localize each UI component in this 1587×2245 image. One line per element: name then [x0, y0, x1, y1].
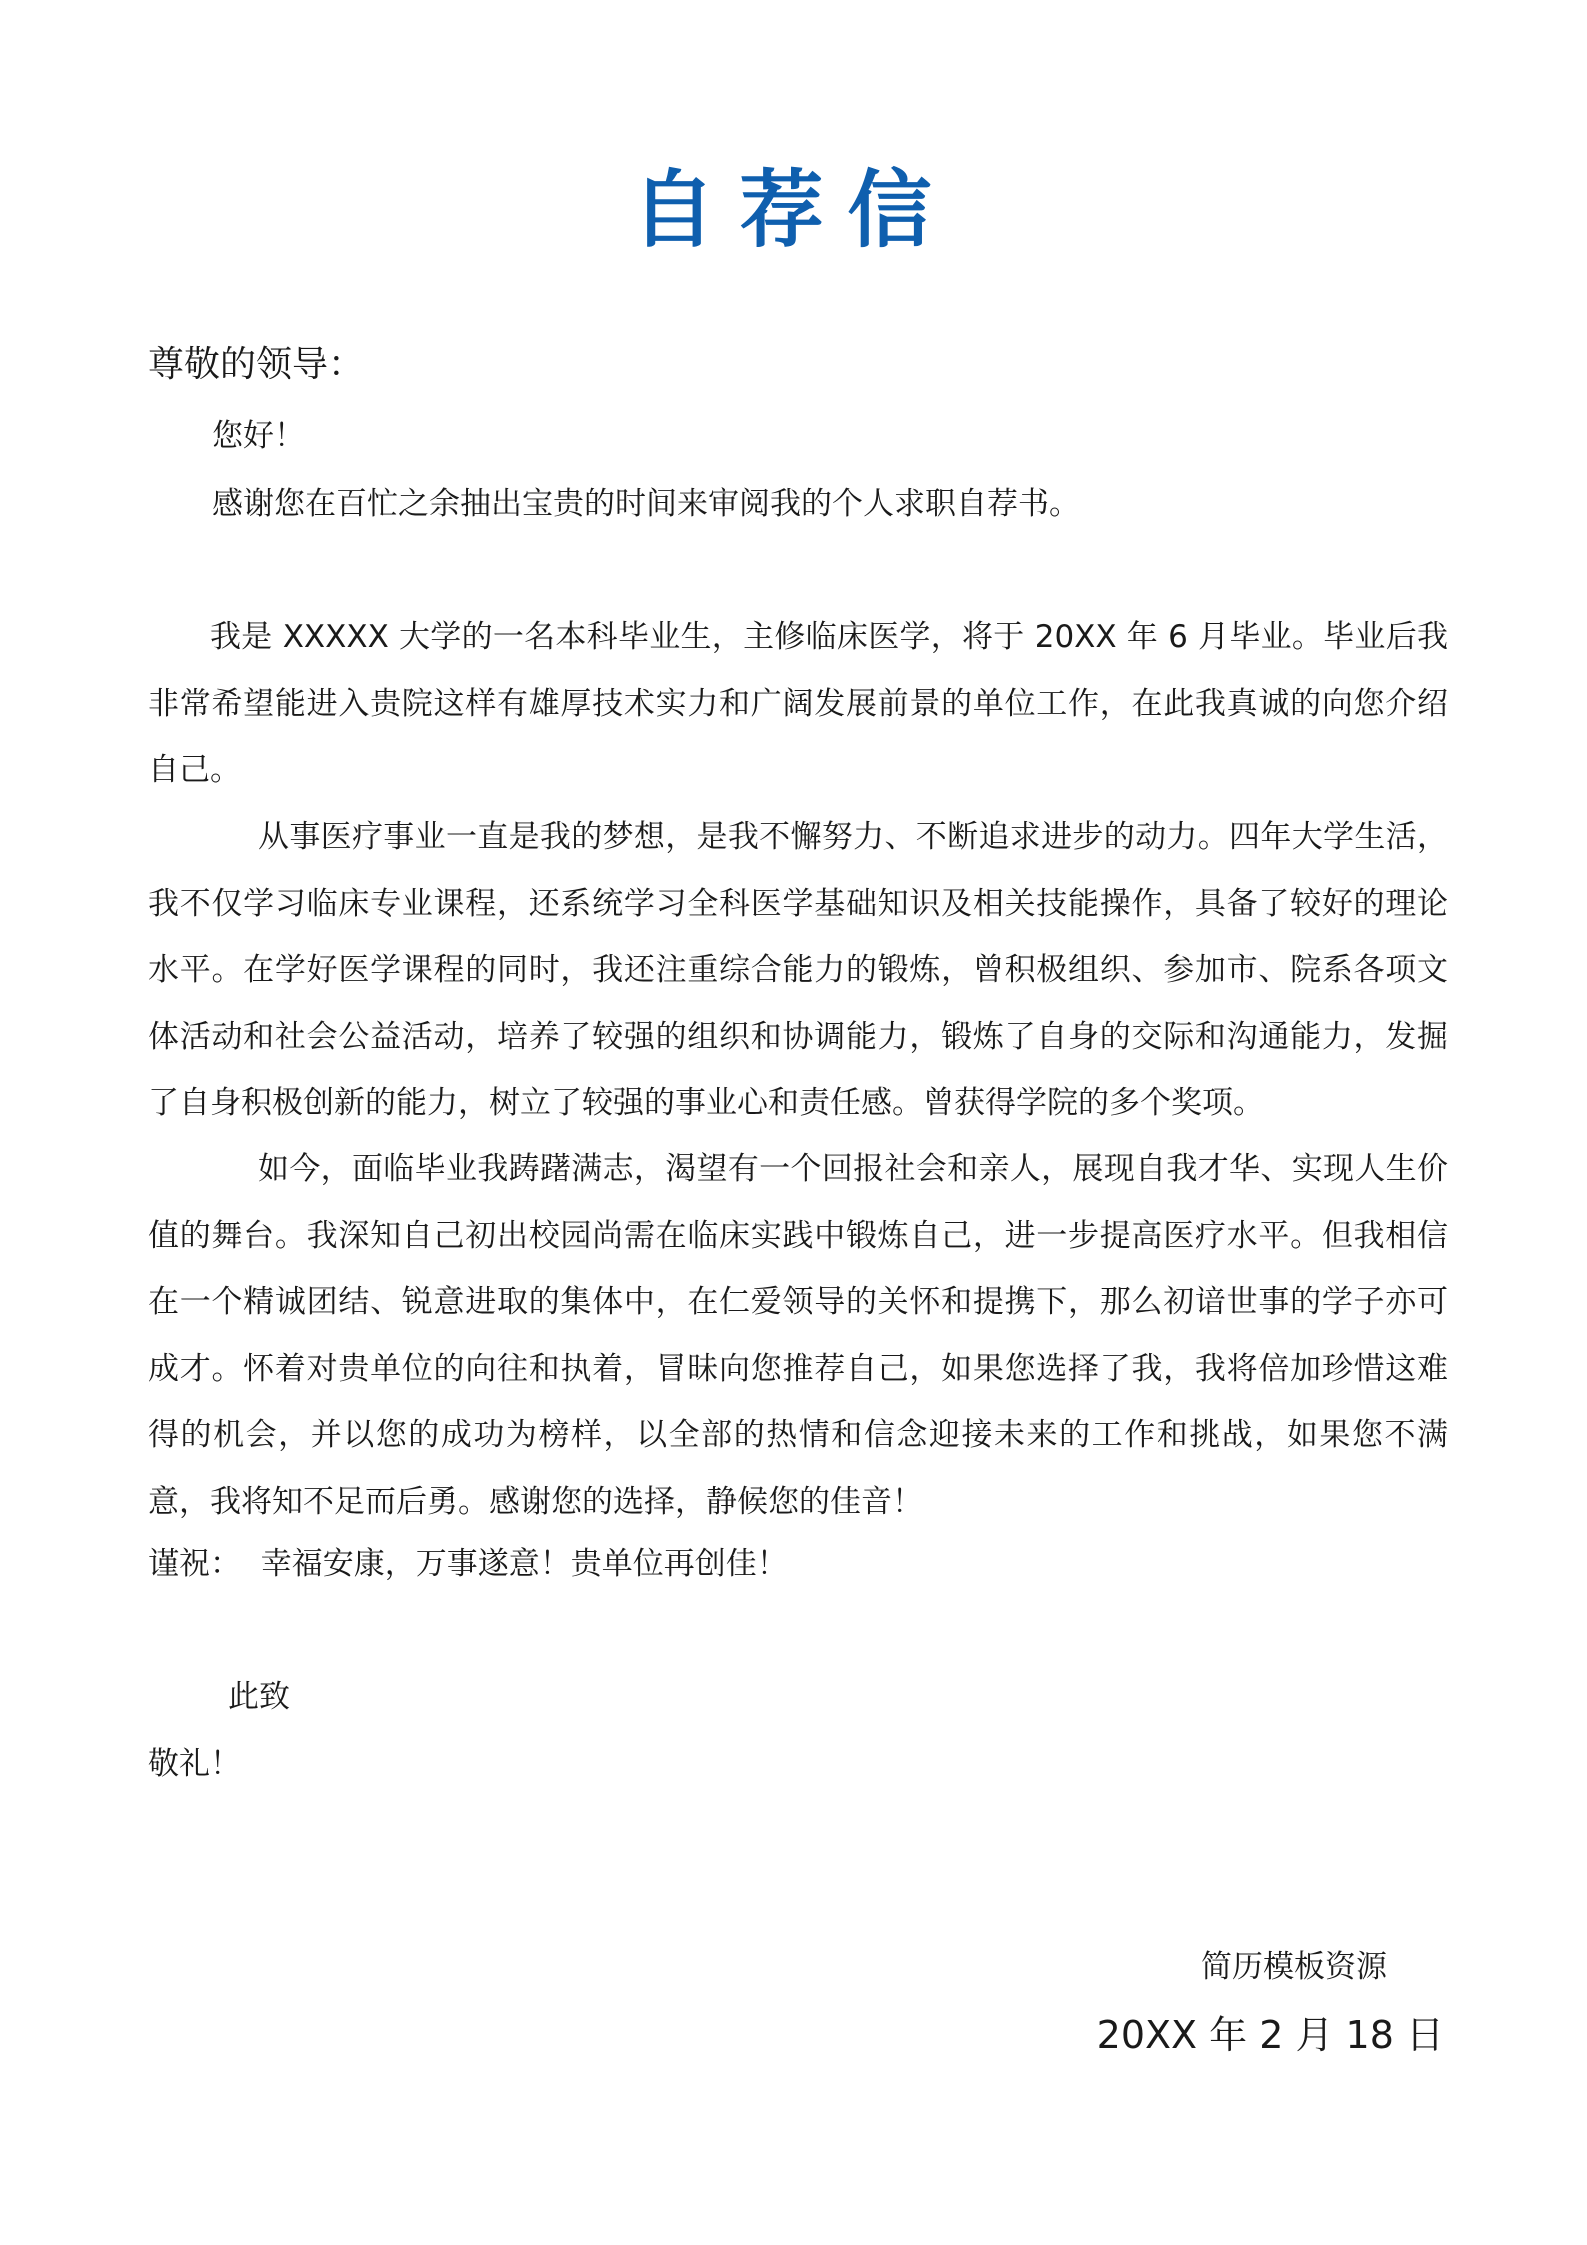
signature: 简历模板资源 [1201, 1949, 1387, 1985]
paragraph-intro: 我是 XXXXX 大学的一名本科毕业生，主修临床医学，将于 20XX 年 6 月毕业。毕业后我非常希望能进入贵院这样有雄厚技术实力和广阔发展前景的单位工作，在此我真诚的向您介绍自己。 [148, 619, 1448, 788]
greeting: 您好！ [212, 418, 305, 454]
closing-cizhi: 此致 [228, 1679, 290, 1715]
letter-date: 20XX 年 2 月 18 日 [1096, 2013, 1444, 2057]
paragraph-aspiration: 如今，面临毕业我踌躇满志，渴望有一个回报社会和亲人，展现自我才华、实现人生价值的舞台。我深知自己初出校园尚需在临床实践中锻炼自己，进一步提高医疗水平。但我相信在一个精诚团结、锐意进取的集体中，在仁爱领导的关怀和提携下，那么初谙世事的学子亦可成才。怀着对贵单位的向往和执着，冒昧向您推荐自己，如果您选择了我，我将倍加珍惜这难得的机会，并以您的成功为榜样，以全部的热情和信念迎接未来的工作和挑战，如果您不满意，我将知不足而后勇。感谢您的选择，静候您的佳音！ [148, 1151, 1448, 1520]
letter-title: 自荐信 [631, 161, 956, 259]
thanks-line: 感谢您在百忙之余抽出宝贵的时间来审阅我的个人求职自荐书。 [212, 486, 1080, 522]
paragraph-experience: 从事医疗事业一直是我的梦想，是我不懈努力、不断追求进步的动力。四年大学生活，我不仅学习临床专业课程，还系统学习全科医学基础知识及相关技能操作，具备了较好的理论水平。在学好医学课程的同时，我还注重综合能力的锻炼，曾积极组织、参加市、院系各项文体活动和社会公益活动，培养了较强的组织和协调能力，锻炼了自身的交际和沟通能力，发掘了自身积极创新的能力，树立了较强的事业心和责任感。曾获得学院的多个奖项。 [148, 819, 1448, 1121]
salutation: 尊敬的领导： [148, 344, 365, 385]
closing-jingli: 敬礼！ [148, 1746, 241, 1782]
wishes-line: 谨祝： 幸福安康，万事遂意！贵单位再创佳！ [148, 1546, 788, 1582]
